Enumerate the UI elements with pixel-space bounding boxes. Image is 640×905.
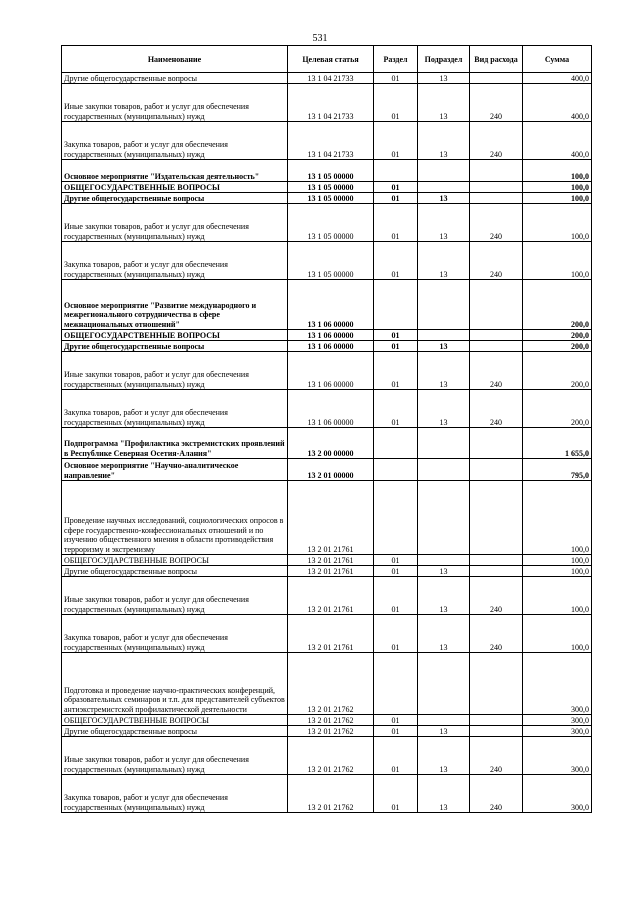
cell-amount: 1 655,0 [523, 428, 592, 459]
cell-name: Закупка товаров, работ и услуг для обеспечения государственных (муниципальных) нужд [62, 775, 288, 813]
cell-expense-type [470, 330, 523, 341]
header-expense-type: Вид расхода [470, 46, 523, 73]
table-row [62, 352, 592, 390]
table-row [62, 84, 592, 122]
cell-target-article: 13 2 01 21762 [288, 737, 374, 775]
table-row [62, 73, 592, 84]
cell-target-article: 13 2 00 00000 [288, 428, 374, 459]
cell-section: 01 [374, 341, 418, 352]
cell-section: 01 [374, 73, 418, 84]
cell-name: Другие общегосударственные вопросы [62, 726, 288, 737]
cell-amount: 795,0 [523, 459, 592, 481]
table-row [62, 775, 592, 813]
cell-amount: 200,0 [523, 352, 592, 390]
cell-name: Другие общегосударственные вопросы [62, 341, 288, 352]
cell-subsection [418, 160, 470, 182]
cell-target-article: 13 2 01 21761 [288, 481, 374, 555]
cell-expense-type [470, 715, 523, 726]
table-row [62, 428, 592, 459]
cell-amount: 100,0 [523, 566, 592, 577]
table-row [62, 341, 592, 352]
cell-section: 01 [374, 122, 418, 160]
table-row [62, 280, 592, 330]
cell-amount: 200,0 [523, 330, 592, 341]
cell-expense-type [470, 555, 523, 566]
cell-target-article: 13 1 06 00000 [288, 390, 374, 428]
cell-target-article: 13 1 06 00000 [288, 341, 374, 352]
page-number: 531 [312, 33, 328, 44]
cell-expense-type [470, 726, 523, 737]
cell-amount: 100,0 [523, 193, 592, 204]
table-row [62, 715, 592, 726]
cell-subsection: 13 [418, 73, 470, 84]
cell-name: Закупка товаров, работ и услуг для обеспечения государственных (муниципальных) нужд [62, 390, 288, 428]
cell-amount: 100,0 [523, 160, 592, 182]
cell-amount: 300,0 [523, 653, 592, 715]
cell-name: Закупка товаров, работ и услуг для обеспечения государственных (муниципальных) нужд [62, 122, 288, 160]
cell-name: Основное мероприятие "Издательская деятельность" [62, 160, 288, 182]
table-row [62, 726, 592, 737]
header-amount: Сумма [523, 46, 592, 73]
cell-name: Иные закупки товаров, работ и услуг для обеспечения государственных (муниципальных) нужд [62, 352, 288, 390]
cell-name: Основное мероприятие "Развитие международного и межрегионального сотрудничества в сфере межнациональных отношений" [62, 280, 288, 330]
cell-amount: 400,0 [523, 73, 592, 84]
table-row [62, 390, 592, 428]
cell-name: Иные закупки товаров, работ и услуг для обеспечения государственных (муниципальных) нужд [62, 204, 288, 242]
cell-subsection: 13 [418, 577, 470, 615]
cell-expense-type: 240 [470, 242, 523, 280]
cell-target-article: 13 1 04 21733 [288, 122, 374, 160]
cell-subsection [418, 182, 470, 193]
cell-subsection: 13 [418, 352, 470, 390]
cell-name: Закупка товаров, работ и услуг для обеспечения государственных (муниципальных) нужд [62, 242, 288, 280]
cell-expense-type [470, 193, 523, 204]
cell-target-article: 13 2 01 21762 [288, 726, 374, 737]
cell-expense-type: 240 [470, 775, 523, 813]
cell-name: Другие общегосударственные вопросы [62, 193, 288, 204]
cell-expense-type: 240 [470, 84, 523, 122]
budget-table [61, 45, 592, 813]
cell-amount: 100,0 [523, 577, 592, 615]
cell-section: 01 [374, 715, 418, 726]
table-body [62, 73, 592, 813]
cell-section: 01 [374, 193, 418, 204]
cell-amount: 300,0 [523, 715, 592, 726]
cell-target-article: 13 1 05 00000 [288, 160, 374, 182]
cell-subsection [418, 428, 470, 459]
cell-name: ОБЩЕГОСУДАРСТВЕННЫЕ ВОПРОСЫ [62, 715, 288, 726]
cell-subsection [418, 280, 470, 330]
cell-subsection [418, 330, 470, 341]
cell-name: ОБЩЕГОСУДАРСТВЕННЫЕ ВОПРОСЫ [62, 555, 288, 566]
cell-target-article: 13 1 05 00000 [288, 204, 374, 242]
cell-target-article: 13 1 04 21733 [288, 73, 374, 84]
cell-section: 01 [374, 726, 418, 737]
table-row [62, 242, 592, 280]
cell-target-article: 13 2 01 00000 [288, 459, 374, 481]
cell-name: Иные закупки товаров, работ и услуг для обеспечения государственных (муниципальных) нужд [62, 737, 288, 775]
cell-name: Другие общегосударственные вопросы [62, 566, 288, 577]
cell-subsection: 13 [418, 204, 470, 242]
cell-subsection [418, 459, 470, 481]
cell-subsection: 13 [418, 615, 470, 653]
cell-expense-type [470, 160, 523, 182]
cell-subsection [418, 481, 470, 555]
cell-amount: 100,0 [523, 242, 592, 280]
cell-amount: 100,0 [523, 481, 592, 555]
cell-target-article: 13 2 01 21761 [288, 555, 374, 566]
cell-expense-type: 240 [470, 204, 523, 242]
cell-subsection: 13 [418, 737, 470, 775]
cell-section: 01 [374, 566, 418, 577]
cell-amount: 100,0 [523, 182, 592, 193]
table-row [62, 182, 592, 193]
cell-expense-type: 240 [470, 122, 523, 160]
cell-section: 01 [374, 390, 418, 428]
table-row [62, 555, 592, 566]
header-subsection: Подраздел [418, 46, 470, 73]
header-target-article: Целевая статья [288, 46, 374, 73]
cell-expense-type [470, 428, 523, 459]
cell-target-article: 13 1 06 00000 [288, 330, 374, 341]
cell-expense-type [470, 653, 523, 715]
cell-name: Основное мероприятие "Научно-аналитическое направление" [62, 459, 288, 481]
cell-name: Иные закупки товаров, работ и услуг для обеспечения государственных (муниципальных) нужд [62, 577, 288, 615]
cell-amount: 200,0 [523, 341, 592, 352]
cell-section: 01 [374, 737, 418, 775]
cell-amount: 100,0 [523, 555, 592, 566]
cell-name: Подготовка и проведение научно-практических конференций, образовательных семинаров и т.п. для представителей субъектов антиэкстремистской профилактической деятельности [62, 653, 288, 715]
cell-section: 01 [374, 615, 418, 653]
cell-section: 01 [374, 242, 418, 280]
cell-section: 01 [374, 775, 418, 813]
cell-target-article: 13 1 06 00000 [288, 280, 374, 330]
cell-subsection: 13 [418, 341, 470, 352]
cell-expense-type [470, 481, 523, 555]
table-row [62, 566, 592, 577]
cell-target-article: 13 2 01 21762 [288, 653, 374, 715]
cell-subsection: 13 [418, 775, 470, 813]
cell-target-article: 13 1 06 00000 [288, 352, 374, 390]
header-name: Наименование [62, 46, 288, 73]
cell-name: Проведение научных исследований, социологических опросов в сфере государственно-конфессиональных отношений и по изучению общественного мнения в области противодействия терроризму и экстремизму [62, 481, 288, 555]
cell-name: ОБЩЕГОСУДАРСТВЕННЫЕ ВОПРОСЫ [62, 330, 288, 341]
header-section: Раздел [374, 46, 418, 73]
cell-section [374, 481, 418, 555]
table-row [62, 122, 592, 160]
cell-target-article: 13 1 05 00000 [288, 242, 374, 280]
cell-target-article: 13 2 01 21762 [288, 775, 374, 813]
cell-section: 01 [374, 204, 418, 242]
cell-subsection: 13 [418, 122, 470, 160]
cell-expense-type: 240 [470, 390, 523, 428]
cell-expense-type [470, 566, 523, 577]
cell-expense-type: 240 [470, 577, 523, 615]
cell-section: 01 [374, 182, 418, 193]
cell-amount: 400,0 [523, 122, 592, 160]
cell-subsection: 13 [418, 390, 470, 428]
cell-expense-type: 240 [470, 352, 523, 390]
cell-expense-type [470, 73, 523, 84]
cell-amount: 200,0 [523, 390, 592, 428]
table-row [62, 653, 592, 715]
cell-target-article: 13 2 01 21762 [288, 715, 374, 726]
cell-amount: 300,0 [523, 775, 592, 813]
cell-amount: 100,0 [523, 204, 592, 242]
cell-name: Закупка товаров, работ и услуг для обеспечения государственных (муниципальных) нужд [62, 615, 288, 653]
cell-section [374, 160, 418, 182]
cell-expense-type [470, 182, 523, 193]
table-row [62, 160, 592, 182]
table-row [62, 577, 592, 615]
cell-amount: 100,0 [523, 615, 592, 653]
cell-name: Подпрограмма "Профилактика экстремистских проявлений в Республике Северная Осетия-Алания" [62, 428, 288, 459]
cell-amount: 400,0 [523, 84, 592, 122]
cell-subsection [418, 555, 470, 566]
table-row [62, 459, 592, 481]
cell-target-article: 13 1 04 21733 [288, 84, 374, 122]
cell-section [374, 653, 418, 715]
cell-section: 01 [374, 330, 418, 341]
cell-expense-type: 240 [470, 615, 523, 653]
table-row [62, 615, 592, 653]
cell-name: Другие общегосударственные вопросы [62, 73, 288, 84]
cell-section: 01 [374, 555, 418, 566]
cell-target-article: 13 1 05 00000 [288, 193, 374, 204]
cell-target-article: 13 2 01 21761 [288, 615, 374, 653]
cell-section: 01 [374, 577, 418, 615]
cell-subsection [418, 653, 470, 715]
cell-name: Иные закупки товаров, работ и услуг для обеспечения государственных (муниципальных) нужд [62, 84, 288, 122]
cell-subsection: 13 [418, 84, 470, 122]
cell-target-article: 13 2 01 21761 [288, 577, 374, 615]
table-row [62, 193, 592, 204]
cell-expense-type [470, 280, 523, 330]
cell-amount: 300,0 [523, 726, 592, 737]
table-row [62, 204, 592, 242]
cell-section [374, 428, 418, 459]
table-row [62, 330, 592, 341]
cell-section [374, 280, 418, 330]
cell-amount: 200,0 [523, 280, 592, 330]
table-row [62, 481, 592, 555]
cell-subsection [418, 715, 470, 726]
cell-subsection: 13 [418, 193, 470, 204]
cell-target-article: 13 2 01 21761 [288, 566, 374, 577]
cell-subsection: 13 [418, 726, 470, 737]
cell-section: 01 [374, 352, 418, 390]
cell-expense-type: 240 [470, 737, 523, 775]
cell-section [374, 459, 418, 481]
cell-subsection: 13 [418, 566, 470, 577]
cell-section: 01 [374, 84, 418, 122]
cell-subsection: 13 [418, 242, 470, 280]
table-row [62, 737, 592, 775]
cell-name: ОБЩЕГОСУДАРСТВЕННЫЕ ВОПРОСЫ [62, 182, 288, 193]
cell-amount: 300,0 [523, 737, 592, 775]
cell-target-article: 13 1 05 00000 [288, 182, 374, 193]
cell-expense-type [470, 341, 523, 352]
cell-expense-type [470, 459, 523, 481]
